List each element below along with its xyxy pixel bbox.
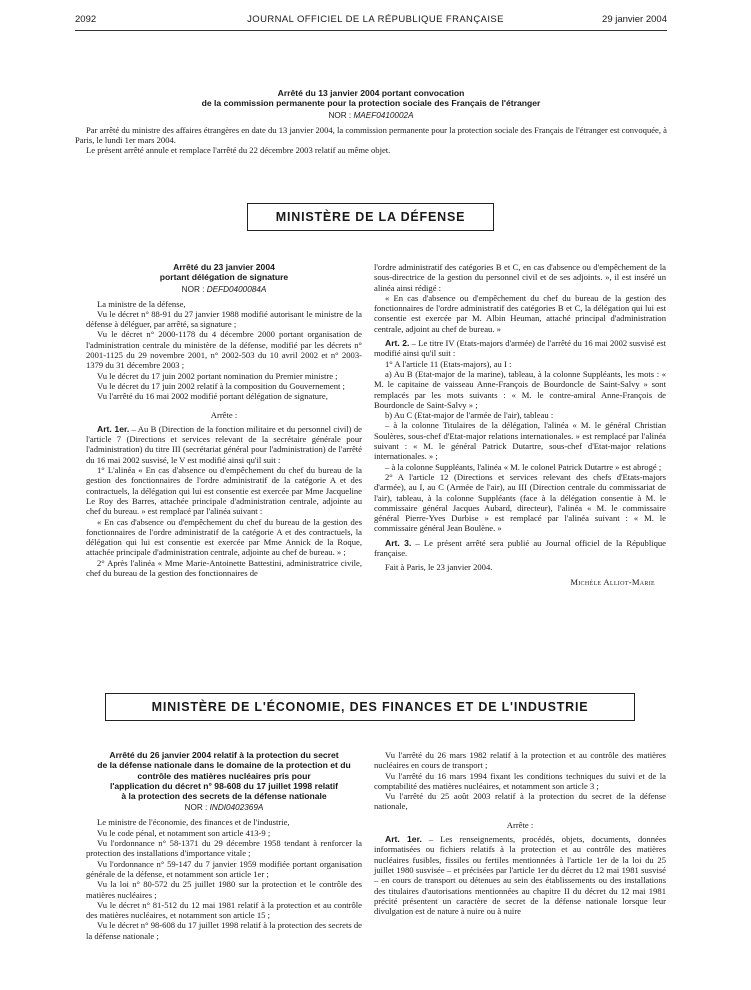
- nor-reference: [75, 111, 667, 120]
- section-delegation-right-column: [374, 262, 666, 587]
- nor-code: MAEF0410002A: [353, 110, 414, 120]
- header-rule: [75, 30, 667, 31]
- nor-reference: [86, 285, 362, 294]
- page-number: 2092: [75, 14, 97, 25]
- nor-label: NOR :: [328, 110, 352, 120]
- act-title-line: Arrêté du 23 janvier 2004: [173, 262, 275, 272]
- article-paragraph: [86, 424, 362, 465]
- journal-title: JOURNAL OFFICIEL DE LA RÉPUBLIQUE FRANÇAISE: [247, 14, 504, 25]
- section-convocation: [75, 88, 667, 155]
- act-title-line: de la commission permanente pour la protection sociale des Français de l'étranger: [201, 98, 541, 109]
- act-title-line: Arrêté du 13 janvier 2004 portant convocation: [277, 88, 465, 98]
- paragraph: – à la colonne Suppléants, l'alinéa « M. le colonel Patrick Dutartre » est abrogé ;: [385, 461, 662, 472]
- paragraph: Vu le décret du 17 juin 2002 relatif à la composition du Gouvernement ;: [97, 380, 345, 391]
- article-text: – Le titre IV (Etats-majors d'armée) de l'arrêté du 16 mai 2002 susvisé est modifié ainsi qu'il suit :: [374, 338, 666, 359]
- paragraph: Vu l'ordonnance n° 58-1371 du 29 décembre 1958 tendant à renforcer la protection des installations d'importance vitale ;: [86, 838, 362, 859]
- paragraph: « En cas d'absence ou d'empêchement du chef du bureau de la gestion des fonctionnaires de l'ordre administratif de la catégorie A et des contractuels, la délégation qui lui est consentie est exercée par Mme Annick de la Roque, attachée principale d'administration centrale, adjointe au chef de bureau. » ;: [86, 516, 362, 558]
- section-nuclear-right-column: [374, 750, 666, 916]
- article-text: – Au B (Direction de la fonction militaire et du personnel civil) de l'article 7 (Directions et services relevant de la secrétaire générale pour l'administration) du titre III (secrétariat général pour l'administration) de l'arrêté du 16 mai 2002 susvisé, le V est modifié ainsi qu'il suit :: [86, 423, 362, 465]
- ministry-economy-box: [105, 693, 635, 721]
- paragraph: l'ordre administratif des catégories B et C, en cas d'absence ou d'empêchement de la sous-directrice de la gestion du personnel civil et de ses adjoints. », il est inséré un alinéa ainsi rédigé :: [374, 262, 666, 293]
- paragraph: La ministre de la défense,: [97, 298, 186, 309]
- paragraph: Vu l'ordonnance n° 59-147 du 7 janvier 1959 modifiée portant organisation générale de la défense, et notamment son article 1er ;: [86, 858, 362, 879]
- section-delegation-left-column: [86, 262, 362, 578]
- article-text: – Les renseignements, procédés, objets, documents, données informatisées ou fichiers relatifs à la protection et au contrôle des matières nucléaires fusibles, fissiles ou fertiles mentionnées à l'article 1er de la loi du 25 juillet 1980 susvisée – et précisées par l'article 1er du décret du 12 mai 1981 susvisé – en cours de transport ou détenues au sein des établissements ou des installations des titulaires d'autorisations mentionnées au chapitre II du décret du 12 mai 1981 précité présentent un caractère de secret de la défense nationale lorsque leur divulgation est de nature à nuire ou à nuire: [374, 834, 666, 917]
- ministry-defense-box: [247, 203, 494, 231]
- ministry-name: MINISTÈRE DE L'ÉCONOMIE, DES FINANCES ET DE L'INDUSTRIE: [151, 700, 589, 714]
- act-title-line: portant délégation de signature: [159, 272, 289, 283]
- paragraph: – à la colonne Titulaires de la délégation, l'alinéa « M. le général Christian Soulères, sous-chef d'Etat-major relations internationales. » est remplacé par l'alinéa suivant : « M. le général Patrick Dutartre, sous-chef d'Etat-major relations internationales. » ;: [374, 420, 666, 462]
- paragraph: a) Au B (Etat-major de la marine), tableau, à la colonne Suppléants, les mots : « M. le capitaine de vaisseau Anne-François de Bourdoncle de Saint-Salvy » sont remplacés par les mots suivants : « M. le contre-amiral Anne-François de Bourdoncle de Saint-Salvy » ;: [374, 368, 666, 410]
- nor-label: NOR :: [184, 803, 208, 813]
- paragraph: Vu le décret n° 2000-1178 du 4 décembre 2000 portant organisation de l'administration centrale du ministère de la défense, modifié par les décrets n° 2001-1125 du 29 novembre 2001, n° 2002-503 du 10 avril 2002 et n° 2003-1379 du 31 décembre 2003 ;: [86, 329, 362, 371]
- article-label: Art. 1er.: [97, 423, 130, 434]
- article-paragraph: [374, 538, 666, 559]
- paragraph: b) Au C (Etat-major de l'armée de l'air), tableau :: [385, 410, 554, 421]
- act-title-line: l'application du décret n° 98-608 du 17 juillet 1998 relatif: [109, 780, 339, 791]
- act-title-line: Arrêté du 26 janvier 2004 relatif à la protection du secret: [109, 750, 339, 760]
- paragraph: Vu le décret n° 81-512 du 12 mai 1981 relatif à la protection et au contrôle des matières nucléaires, et notamment son article 15 ;: [86, 899, 362, 921]
- nor-reference: [86, 803, 362, 812]
- nor-code: DEFD0400084A: [206, 284, 267, 294]
- article-label: Art. 3.: [385, 537, 412, 548]
- paragraph: 1° A l'article 11 (Etats-majors), au I :: [385, 358, 512, 369]
- paragraph: Vu le décret n° 98-608 du 17 juillet 1998 relatif à la protection des secrets de la défense nationale ;: [86, 920, 362, 941]
- article-label: Art. 1er.: [385, 834, 422, 845]
- paragraph: Vu l'arrêté du 16 mai 2002 modifié portant délégation de signature,: [97, 391, 328, 402]
- article-label: Art. 2.: [385, 338, 410, 349]
- act-title-line: de la défense nationale dans le domaine de la protection et du contrôle des matières nucléaires pris pour: [97, 760, 351, 781]
- paragraph: 2° A l'article 12 (Directions et services relevant des chefs d'Etats-majors d'armée), au I, au C (Armée de l'air), au III (Direction centrale du commissariat de l'air), tableau, à la colonne Suppléants (face à la délégation consentie à M. le commissaire général Jacques Aubard, directeur), l'alinéa « M. le commissaire général Pierre-Yves Durbise » est remplacé par l'alinéa suivant : « M. le commissaire général Jean Boulène. »: [374, 471, 666, 534]
- paragraph: 1° L'alinéa « En cas d'absence ou d'empêchement du chef du bureau de la gestion des fonctionnaires de l'ordre administratif de la catégorie A et des contractuels, la délégation qui lui est consentie est exercée par Mme Jacqueline Le Roy des Barres, attachée principale d'administration centrale, adjointe au chef du bureau. » est remplacé par l'alinéa suivant :: [86, 465, 362, 517]
- paragraph: Vu la loi n° 80-572 du 25 juillet 1980 sur la protection et le contrôle des matières nucléaires ;: [86, 879, 362, 900]
- paragraph: Le présent arrêté annule et remplace l'arrêté du 22 décembre 2003 relatif au même objet.: [86, 145, 391, 156]
- ministry-name: MINISTÈRE DE LA DÉFENSE: [275, 210, 466, 224]
- paragraph: Vu le décret n° 88-91 du 27 janvier 1988 modifié autorisant le ministre de la défense à déléguer, par arrêté, sa signature ;: [86, 308, 362, 330]
- act-title-line: à la protection des secrets de la défense nationale: [121, 791, 327, 802]
- article-paragraph: [374, 338, 666, 359]
- paragraph: Le ministre de l'économie, des finances et de l'industrie,: [97, 817, 290, 828]
- arrete-heading: Arrête :: [506, 819, 534, 830]
- paragraph: Vu l'arrêté du 25 août 2003 relatif à la protection du secret de la défense nationale,: [374, 791, 666, 812]
- paragraph: 2° Après l'alinéa « Mme Marie-Antoinette Battestini, administratrice civile, chef du bureau de la gestion des fonctionnaires de: [86, 557, 362, 579]
- paragraph: Par arrêté du ministre des affaires étrangères en date du 13 janvier 2004, la commission permanente pour la protection sociale des Français de l'étranger est convoquée, à Paris, le lundi 1er mars 2004.: [75, 124, 667, 145]
- signature: Michèle Alliot-Marie: [570, 576, 655, 587]
- paragraph: « En cas d'absence ou d'empêchement du chef du bureau de la gestion des fonctionnaires de l'ordre administratif des catégories B et C, la délégation qui lui est consentie est exercée par M. Albin Heuman, attaché principal d'administration centrale, adjoint au chef de bureau. »: [374, 292, 666, 334]
- article-paragraph: [374, 834, 666, 916]
- paragraph: Vu le code pénal, et notamment son article 413-9 ;: [97, 827, 271, 838]
- paragraph: Vu l'arrêté du 26 mars 1982 relatif à la protection et au contrôle des matières nucléaires en cours de transport ;: [374, 750, 666, 771]
- section-nuclear-left-column: [86, 750, 362, 941]
- arrete-heading: Arrête :: [210, 409, 238, 420]
- nor-code: INDI0402369A: [209, 803, 264, 813]
- paragraph: Fait à Paris, le 23 janvier 2004.: [385, 562, 493, 573]
- paragraph: Vu l'arrêté du 16 mars 1994 fixant les conditions techniques du suivi et de la comptabilité des matières nucléaires, et notamment son article 3 ;: [374, 770, 666, 791]
- nor-label: NOR :: [181, 284, 205, 294]
- article-text: – Le présent arrêté sera publié au Journal officiel de la République française.: [374, 537, 666, 559]
- header-date: 29 janvier 2004: [602, 14, 667, 25]
- paragraph: Vu le décret du 17 juin 2002 portant nomination du Premier ministre ;: [97, 370, 338, 381]
